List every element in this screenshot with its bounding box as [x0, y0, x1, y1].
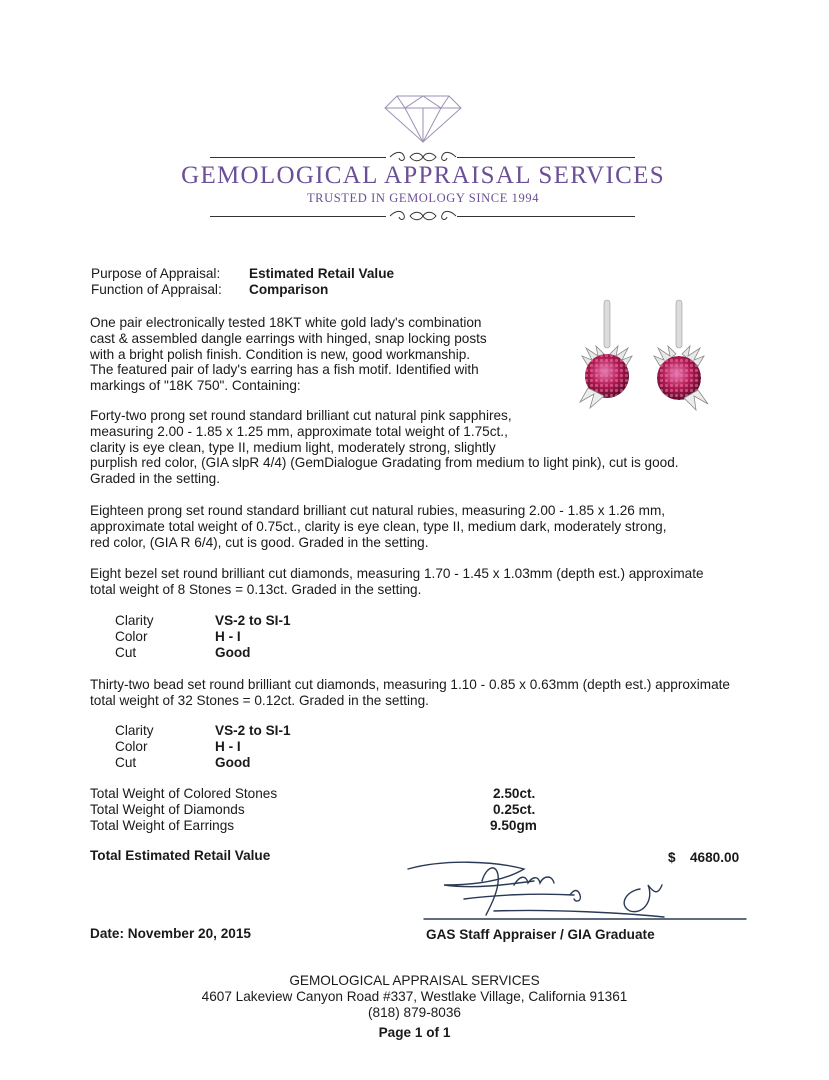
pink-sapphires-line: measuring 2.00 - 1.85 x 1.25 mm, approximate total weight of 1.75ct., [90, 423, 508, 439]
appraiser-title: GAS Staff Appraiser / GIA Graduate [426, 927, 655, 942]
retail-value-label: Total Estimated Retail Value [90, 848, 271, 863]
purpose-value: Estimated Retail Value [249, 266, 395, 281]
description-line: One pair electronically tested 18KT white gold lady's combination [90, 315, 482, 330]
bezel-cut-value: Good [215, 645, 251, 660]
total-diamonds-label: Total Weight of Diamonds [90, 802, 245, 817]
bead-diamonds-line: total weight of 32 Stones = 0.12ct. Graded in the setting. [90, 692, 429, 708]
rubies-line: red color, (GIA R 6/4), cut is good. Graded in the setting. [90, 534, 429, 550]
bezel-diamonds-section [90, 566, 704, 598]
bead-clarity-label: Clarity [115, 723, 154, 738]
function-label: Function of Appraisal: [91, 282, 222, 297]
total-colored-stones-value: 2.50ct. [493, 786, 536, 801]
header-rule-top-left [210, 157, 386, 158]
ornament-scroll-icon [388, 208, 458, 224]
total-earrings-value: 9.50gm [490, 818, 537, 833]
bead-color-value: H - I [215, 739, 241, 754]
total-colored-stones-label: Total Weight of Colored Stones [90, 786, 278, 801]
rubies-line: Eighteen prong set round standard brilliant cut natural rubies, measuring 2.00 - 1.85 x 1.26 mm, [90, 503, 666, 518]
bead-cut-label: Cut [115, 755, 137, 770]
description-line: with a bright polish finish. Condition is new, good workmanship. [90, 346, 471, 362]
right-earring [654, 300, 708, 410]
function-value: Comparison [249, 282, 329, 297]
footer-company-name: GEMOLOGICAL APPRAISAL SERVICES [289, 973, 540, 988]
pink-sapphires-line: clarity is eye clean, type II, medium light, moderately strong, slightly [90, 439, 496, 455]
page-number: Page 1 of 1 [378, 1025, 451, 1040]
footer-phone: (818) 879-8036 [368, 1005, 461, 1020]
bezel-diamonds-line: Eight bezel set round brilliant cut diamonds, measuring 1.70 - 1.45 x 1.03mm (depth est.) approximate [90, 566, 704, 581]
rubies-section [90, 503, 667, 550]
bead-diamonds-section [90, 677, 730, 709]
total-earrings-label: Total Weight of Earrings [90, 818, 235, 833]
bead-diamonds-line: Thirty-two bead set round brilliant cut diamonds, measuring 1.10 - 0.85 x 0.63mm (depth est.) approximate [90, 677, 730, 692]
left-earring [580, 300, 632, 408]
currency-symbol: $ [668, 850, 676, 865]
pink-sapphires-line: Graded in the setting. [90, 471, 220, 487]
brand-name: GEMOLOGICAL APPRAISAL SERVICES [181, 162, 665, 189]
pink-sapphires-line: Forty-two prong set round standard brilliant cut natural pink sapphires, [90, 408, 512, 423]
bead-color-label: Color [115, 739, 148, 754]
bead-cut-value: Good [215, 755, 251, 770]
bezel-clarity-label: Clarity [115, 613, 154, 628]
purpose-label: Purpose of Appraisal: [91, 266, 221, 281]
header-rule-bottom-left [210, 216, 386, 217]
bezel-diamonds-line: total weight of 8 Stones = 0.13ct. Graded in the setting. [90, 581, 422, 597]
footer-address: 4607 Lakeview Canyon Road #337, Westlake Village, California 91361 [201, 989, 628, 1004]
bezel-color-label: Color [115, 629, 148, 644]
header-rule-bottom-right [457, 216, 635, 217]
brand-tagline: TRUSTED IN GEMOLOGY SINCE 1994 [306, 191, 540, 205]
pink-sapphires-section [90, 408, 679, 487]
bezel-color-value: H - I [215, 629, 241, 644]
bezel-clarity-value: VS-2 to SI-1 [215, 613, 291, 628]
pink-sapphires-line: purplish red color, (GIA slpR 4/4) (GemDialogue Gradating from medium to light pink), cut is good. [90, 455, 679, 471]
header-rule-top-right [457, 157, 635, 158]
description-line: markings of "18K 750". Containing: [90, 378, 301, 394]
appraisal-date: Date: November 20, 2015 [90, 926, 251, 941]
description-line: The featured pair of lady's earring has a fish motif. Identified with [90, 362, 479, 378]
description-line: cast & assembled dangle earrings with hinged, snap locking posts [90, 330, 487, 346]
earrings-photo [574, 298, 734, 418]
bead-clarity-value: VS-2 to SI-1 [215, 723, 291, 738]
rubies-line: approximate total weight of 0.75ct., clarity is eye clean, type II, medium dark, moderately strong, [90, 518, 667, 534]
appraiser-signature [404, 855, 749, 930]
diamond-outline-icon [383, 94, 463, 144]
bezel-cut-label: Cut [115, 645, 137, 660]
item-description [90, 315, 487, 394]
total-diamonds-value: 0.25ct. [493, 802, 536, 817]
retail-value-amount: 4680.00 [690, 850, 740, 865]
